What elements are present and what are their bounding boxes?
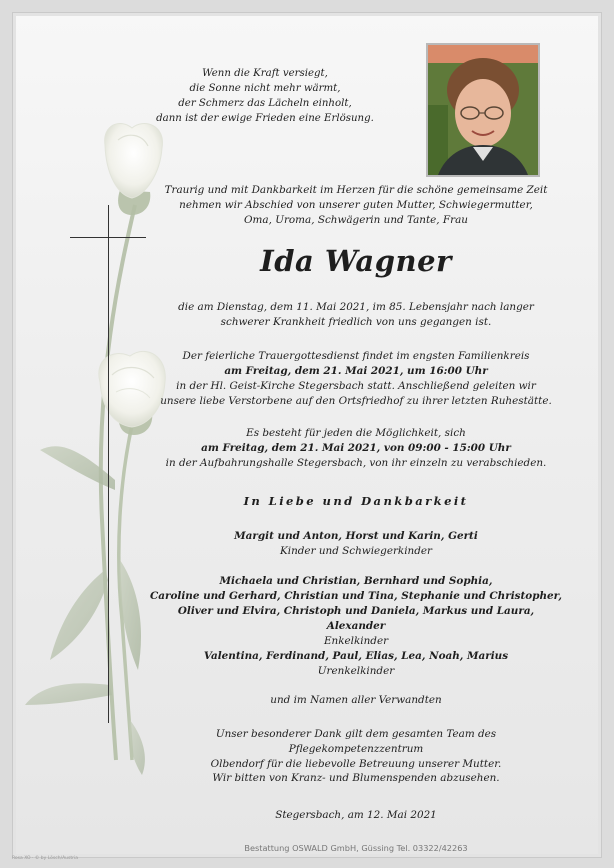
special-thanks-line: Unser besonderer Dank gilt dem gesamten Team des Pflegekompetenzzentrum <box>215 728 497 755</box>
poem-line: der Schmerz das Lächeln einholt, <box>178 98 352 109</box>
service-line: Der feierliche Trauergottesdienst findet im engsten Familienkreis <box>182 350 530 362</box>
grandchildren-group <box>148 574 564 649</box>
funeral-service <box>148 349 564 409</box>
poem-line: Wenn die Kraft versiegt, <box>202 68 328 79</box>
service-line: unsere liebe Verstorbene auf den Ortsfriedhof zu ihrer letzten Ruhestätte. <box>160 395 552 407</box>
grandchildren-names: Oliver und Elvira, Christoph und Daniela, Markus und Laura, Alexander <box>177 605 535 632</box>
deceased-name: Ida Wagner <box>260 244 452 278</box>
viewing-line: in der Aufbahrungshalle Stegersbach, von ihr einzeln zu verabschieden. <box>165 457 547 469</box>
portrait-photo <box>426 43 540 177</box>
intro-text <box>148 183 564 228</box>
death-line: die am Dienstag, dem 11. Mai 2021, im 85. Lebensjahr nach langer <box>178 301 534 313</box>
great-grandchildren-group <box>148 649 564 679</box>
viewing-date: am Freitag, dem 21. Mai 2021, von 09:00 - 15:00 Uhr <box>201 442 511 454</box>
great-grandchildren-role: Urenkelkinder <box>317 665 395 677</box>
funeral-home-footer: Bestattung OSWALD GmbH, Güssing Tel. 03322/42263 <box>244 843 468 853</box>
poem-line: die Sonne nicht mehr wärmt, <box>189 83 341 94</box>
children-role: Kinder und Schwiegerkinder <box>279 545 433 557</box>
cross-icon-vertical <box>108 205 109 723</box>
copyright-note: Rosa XO · © by Lösch/Austria <box>12 856 78 861</box>
death-line: schwerer Krankheit friedlich von uns gegangen ist. <box>220 316 492 328</box>
death-notice <box>148 300 564 330</box>
poem-line: dann ist der ewige Frieden eine Erlösung. <box>156 113 374 124</box>
grandchildren-role: Enkelkinder <box>323 635 389 647</box>
grandchildren-names: Michaela und Christian, Bernhard und Sophia, <box>219 575 493 587</box>
portrait-photo-image <box>428 45 538 175</box>
special-thanks-line: Olbendorf für die liebevolle Betreuung unserer Mutter. <box>210 758 502 770</box>
special-thanks <box>148 727 564 772</box>
children-names: Margit und Anton, Horst und Karin, Gerti <box>234 530 478 542</box>
intro-line: Traurig und mit Dankbarkeit im Herzen für die schöne gemeinsame Zeit <box>164 184 548 196</box>
place-date: Stegersbach, am 12. Mai 2021 <box>275 809 437 821</box>
service-date: am Freitag, dem 21. Mai 2021, um 16:00 Uhr <box>224 365 488 377</box>
service-line: in der Hl. Geist-Kirche Stegersbach statt. Anschließend geleiten wir <box>176 380 536 392</box>
intro-line: Oma, Uroma, Schwägerin und Tante, Frau <box>244 214 468 226</box>
children-group <box>148 529 564 559</box>
intro-line: nehmen wir Abschied von unserer guten Mutter, Schwiegermutter, <box>179 199 533 211</box>
relatives-line: und im Namen aller Verwandten <box>270 694 442 706</box>
poem <box>140 66 390 126</box>
wreath-request: Wir bitten von Kranz- und Blumenspenden abzusehen. <box>212 772 500 784</box>
great-grandchildren-names: Valentina, Ferdinand, Paul, Elias, Lea, Noah, Marius <box>203 650 509 662</box>
thanks-heading: In Liebe und Dankbarkeit <box>243 494 469 508</box>
cross-icon-horizontal <box>70 237 146 238</box>
grandchildren-names: Caroline und Gerhard, Christian und Tina, Stephanie und Christopher, <box>149 590 563 602</box>
viewing-notice <box>148 426 564 471</box>
viewing-line: Es besteht für jeden die Möglichkeit, sich <box>246 427 466 439</box>
